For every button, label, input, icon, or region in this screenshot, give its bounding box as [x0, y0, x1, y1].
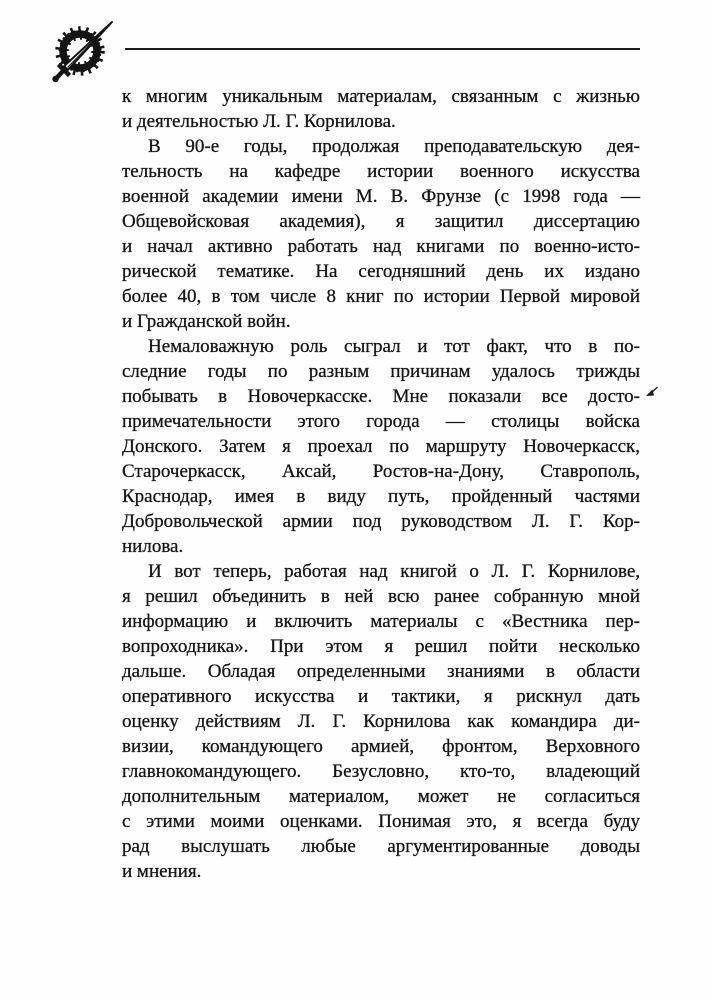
- paragraph: [122, 84, 640, 134]
- text-line: рад выслушать любые аргументированные доводы: [122, 836, 640, 857]
- text-line: побывать в Новочеркасске. Мне показали все досто-: [122, 386, 640, 407]
- margin-arrow-mark-icon: [645, 385, 659, 400]
- paragraph: [122, 334, 640, 559]
- text-line: и мнения.: [122, 861, 202, 882]
- text-column: [122, 84, 640, 884]
- text-line: и деятельностью Л. Г. Корнилова.: [122, 111, 396, 132]
- text-line: я решил объединить в ней всю ранее собранную мной: [122, 586, 640, 607]
- text-line: Старочеркасск, Аксай, Ростов-на-Дону, Ставрополь,: [122, 461, 640, 482]
- sword-through-thorn-wreath-icon: [44, 14, 116, 92]
- text-line: и начал активно работать над книгами по военно-исто-: [122, 236, 640, 257]
- text-line: Донского. Затем я проехал по маршруту Новочеркасск,: [122, 436, 640, 457]
- text-line: дальше. Обладая определенными знаниями в области: [122, 661, 640, 682]
- text-line: Добровольческой армии под руководством Л. Г. Кор-: [122, 511, 640, 532]
- text-line: оценку действиям Л. Г. Корнилова как командира ди-: [122, 711, 640, 732]
- text-line: Немаловажную роль сыграл и тот факт, что в по-: [148, 336, 640, 357]
- text-line: военной академии имени М. В. Фрунзе (с 1998 года —: [122, 186, 640, 207]
- text-line: Краснодар, имея в виду путь, пройденный частями: [122, 486, 640, 507]
- text-line: дополнительным материалом, может не согласиться: [122, 786, 640, 807]
- text-line: И вот теперь, работая над книгой о Л. Г. Корнилове,: [148, 561, 640, 582]
- text-line: более 40, в том числе 8 книг по истории Первой мировой: [122, 286, 640, 307]
- text-line: главнокомандующего. Безусловно, кто-то, владеющий: [122, 761, 640, 782]
- text-line: информацию и включить материалы с «Вестника пер-: [122, 611, 640, 632]
- text-line: с этими моими оценками. Понимая это, я всегда буду: [122, 811, 640, 832]
- text-line: Общевойсковая академия), я защитил диссертацию: [122, 211, 640, 232]
- header-rule: [125, 48, 640, 50]
- text-line: тельность на кафедре истории военного искусства: [122, 161, 640, 182]
- text-line: и Гражданской войн.: [122, 311, 291, 332]
- text-line: В 90-е годы, продолжая преподавательскую дея-: [148, 136, 640, 157]
- paragraph: [122, 559, 640, 884]
- paragraph: [122, 134, 640, 334]
- text-line: нилова.: [122, 536, 184, 557]
- text-line: следние годы по разным причинам удалось трижды: [122, 361, 640, 382]
- text-line: примечательности этого города — столицы войска: [122, 411, 640, 432]
- text-line: рической тематике. На сегодняшний день их издано: [122, 261, 640, 282]
- text-line: визии, командующего армией, фронтом, Верховного: [122, 736, 640, 757]
- text-line: к многим уникальным материалам, связанным с жизнью: [122, 86, 640, 107]
- text-line: оперативного искусства и тактики, я рискнул дать: [122, 686, 640, 707]
- text-line: вопроходника». При этом я решил пойти несколько: [122, 636, 640, 657]
